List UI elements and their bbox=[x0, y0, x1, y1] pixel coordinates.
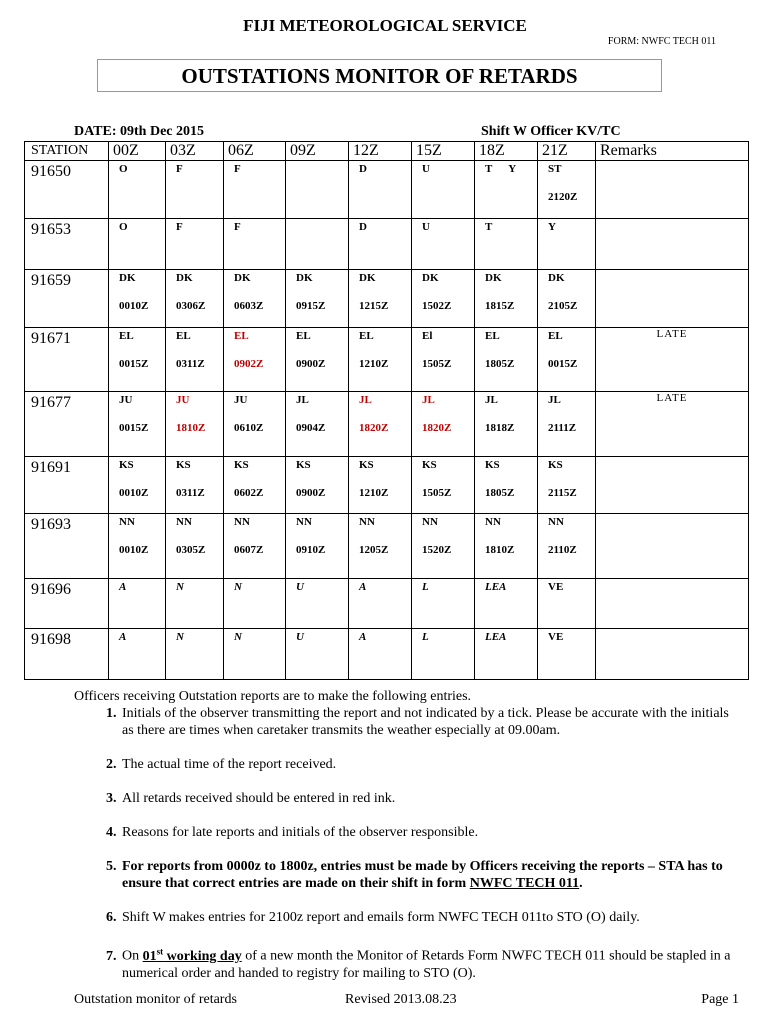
observation-cell bbox=[538, 629, 596, 680]
report-time: 0607Z bbox=[234, 544, 264, 556]
observation-cell bbox=[286, 514, 349, 579]
observation-cell bbox=[166, 629, 224, 680]
report-time: 2120Z bbox=[548, 191, 578, 203]
observation-cell bbox=[412, 161, 475, 219]
observation-cell bbox=[538, 219, 596, 270]
observer-initials: JL bbox=[548, 394, 561, 406]
report-time: 1820Z bbox=[422, 422, 452, 434]
report-time: 0311Z bbox=[176, 358, 205, 370]
footer-revision: Revised 2013.08.23 bbox=[345, 992, 457, 1007]
instruction-text-end: . bbox=[579, 876, 583, 891]
report-time: 1210Z bbox=[359, 487, 389, 499]
shift-officer-label: Shift W Officer KV/TC bbox=[481, 124, 621, 139]
observation-cell bbox=[412, 328, 475, 392]
observer-initials: F bbox=[234, 221, 241, 233]
observer-initials: U bbox=[422, 221, 430, 233]
observation-cell bbox=[349, 392, 412, 457]
observation-cell bbox=[286, 629, 349, 680]
observation-cell bbox=[224, 392, 286, 457]
observer-initials: F bbox=[176, 221, 183, 233]
instruction-item bbox=[120, 790, 734, 807]
observation-cell bbox=[224, 328, 286, 392]
observer-initials: DK bbox=[296, 272, 313, 284]
observer-initials: DK bbox=[234, 272, 251, 284]
report-time: 0305Z bbox=[176, 544, 206, 556]
observer-initials: KS bbox=[234, 459, 249, 471]
observer-initials: DK bbox=[176, 272, 193, 284]
observation-cell bbox=[475, 514, 538, 579]
document-title: OUTSTATIONS MONITOR OF RETARDS bbox=[97, 59, 662, 92]
observer-initials: NN bbox=[176, 516, 192, 528]
station-id: 91659 bbox=[25, 270, 109, 328]
observation-cell bbox=[538, 270, 596, 328]
observer-initials: A bbox=[359, 581, 367, 593]
instruction-item bbox=[120, 705, 734, 739]
observer-initials: EL bbox=[234, 330, 249, 342]
table-header-row bbox=[25, 142, 749, 161]
observation-cell bbox=[109, 328, 166, 392]
column-header: 09Z bbox=[286, 142, 349, 161]
observer-initials: F bbox=[234, 163, 241, 175]
remarks-cell bbox=[596, 219, 749, 270]
observer-initials: ST bbox=[548, 163, 562, 175]
report-time: 1505Z bbox=[422, 358, 452, 370]
observation-cell bbox=[538, 457, 596, 514]
observation-cell bbox=[349, 629, 412, 680]
observation-cell bbox=[475, 161, 538, 219]
retards-table bbox=[24, 141, 749, 680]
remarks-cell bbox=[596, 270, 749, 328]
observer-initials: N bbox=[176, 631, 184, 643]
instruction-text-rest: of a new month the Monitor of Retards Form NWFC TECH 011 should be stapled in a numerical order and handed to registry for mailing to STO (O). bbox=[122, 948, 731, 981]
ordinal-suffix: st bbox=[156, 946, 164, 956]
observation-cell bbox=[286, 457, 349, 514]
observer-initials: NN bbox=[485, 516, 501, 528]
report-time: 0602Z bbox=[234, 487, 264, 499]
table-row bbox=[25, 219, 749, 270]
observer-initials: EL bbox=[548, 330, 563, 342]
remarks-cell bbox=[596, 161, 749, 219]
instructions-intro: Officers receiving Outstation reports are to make the following entries. bbox=[74, 689, 472, 704]
instruction-item bbox=[120, 858, 734, 892]
observer-initials: NN bbox=[119, 516, 135, 528]
observation-cell bbox=[109, 161, 166, 219]
observer-initials: D bbox=[359, 163, 367, 175]
remarks-cell: LATE bbox=[596, 392, 749, 457]
column-header: Remarks bbox=[596, 142, 749, 161]
observation-cell bbox=[166, 328, 224, 392]
observer-initials: F bbox=[176, 163, 183, 175]
report-time: 1810Z bbox=[176, 422, 206, 434]
observer-initials: U bbox=[296, 631, 304, 643]
observation-cell bbox=[475, 219, 538, 270]
report-time: 1205Z bbox=[359, 544, 389, 556]
instruction-item bbox=[120, 943, 734, 982]
report-time: 1505Z bbox=[422, 487, 452, 499]
instruction-item bbox=[120, 756, 734, 773]
table-row bbox=[25, 328, 749, 392]
report-time: 0910Z bbox=[296, 544, 326, 556]
report-time: 1805Z bbox=[485, 358, 515, 370]
observation-cell bbox=[349, 161, 412, 219]
column-header: 12Z bbox=[349, 142, 412, 161]
observer-initials: KS bbox=[485, 459, 500, 471]
observation-cell bbox=[224, 270, 286, 328]
observer-initials: NN bbox=[234, 516, 250, 528]
observation-cell bbox=[166, 161, 224, 219]
observation-cell bbox=[109, 514, 166, 579]
station-id: 91677 bbox=[25, 392, 109, 457]
observer-initials: A bbox=[119, 581, 127, 593]
observer-initials: U bbox=[296, 581, 304, 593]
observer-initials: O bbox=[119, 221, 128, 233]
date-label: DATE: 09th Dec 2015 bbox=[74, 124, 205, 139]
observation-cell bbox=[475, 579, 538, 629]
observation-cell bbox=[349, 219, 412, 270]
observation-cell bbox=[166, 579, 224, 629]
column-header: 03Z bbox=[166, 142, 224, 161]
report-time: 0603Z bbox=[234, 300, 264, 312]
observer-initials: NN bbox=[359, 516, 375, 528]
instruction-text: For reports from 0000z to 1800z, entries must be made by Officers receiving the reports – STA has to ensure that correct entries are made on their shift in form bbox=[122, 859, 723, 891]
report-time: 2115Z bbox=[548, 487, 577, 499]
table-row bbox=[25, 392, 749, 457]
observer-initials: U bbox=[422, 163, 430, 175]
observer-initials: NN bbox=[422, 516, 438, 528]
observer-initials: DK bbox=[548, 272, 565, 284]
observation-cell bbox=[412, 392, 475, 457]
working-day-emphasis bbox=[142, 946, 242, 964]
report-time: 0010Z bbox=[119, 544, 149, 556]
report-time: 0306Z bbox=[176, 300, 206, 312]
instruction-text: The actual time of the report received. bbox=[122, 757, 337, 772]
table-row bbox=[25, 161, 749, 219]
station-id: 91693 bbox=[25, 514, 109, 579]
station-id: 91671 bbox=[25, 328, 109, 392]
observer-initials: N bbox=[234, 581, 242, 593]
form-reference: NWFC TECH 011 bbox=[469, 876, 580, 891]
observation-cell bbox=[412, 514, 475, 579]
observation-cell bbox=[349, 579, 412, 629]
observation-cell bbox=[538, 392, 596, 457]
observer-initials: VE bbox=[548, 581, 564, 593]
observer-initials: DK bbox=[119, 272, 136, 284]
observation-cell bbox=[412, 219, 475, 270]
report-time: 1805Z bbox=[485, 487, 515, 499]
column-header: 18Z bbox=[475, 142, 538, 161]
observation-cell bbox=[166, 514, 224, 579]
report-time: 2111Z bbox=[548, 422, 577, 434]
observation-cell bbox=[286, 328, 349, 392]
station-id: 91653 bbox=[25, 219, 109, 270]
station-id: 91696 bbox=[25, 579, 109, 629]
working-day-text: working day bbox=[163, 948, 242, 964]
observation-cell bbox=[538, 579, 596, 629]
observation-cell bbox=[286, 219, 349, 270]
observation-cell bbox=[109, 392, 166, 457]
observer-initials: L bbox=[422, 631, 429, 643]
observation-cell bbox=[349, 328, 412, 392]
observation-cell bbox=[166, 392, 224, 457]
observer-initials: DK bbox=[485, 272, 502, 284]
observation-cell bbox=[166, 457, 224, 514]
observer-initials: EL bbox=[176, 330, 191, 342]
observation-cell bbox=[538, 514, 596, 579]
observer-initials: L bbox=[422, 581, 429, 593]
footer-doc-name: Outstation monitor of retards bbox=[74, 992, 237, 1007]
observation-cell bbox=[286, 161, 349, 219]
observer-initials: DK bbox=[422, 272, 439, 284]
report-time: 0015Z bbox=[119, 422, 149, 434]
report-time: 0904Z bbox=[296, 422, 326, 434]
observer-initials: JL bbox=[485, 394, 498, 406]
station-id: 91698 bbox=[25, 629, 109, 680]
instruction-item bbox=[120, 824, 734, 841]
observation-cell bbox=[538, 161, 596, 219]
observer-initials: EL bbox=[359, 330, 374, 342]
observer-initials: VE bbox=[548, 631, 564, 643]
station-id: 91650 bbox=[25, 161, 109, 219]
remarks-cell bbox=[596, 457, 749, 514]
observation-cell bbox=[224, 514, 286, 579]
observer-initials: LEA bbox=[485, 631, 507, 643]
footer-page-number: Page 1 bbox=[701, 992, 739, 1007]
observation-cell bbox=[538, 328, 596, 392]
observer-initials: El bbox=[422, 330, 433, 342]
column-header: STATION bbox=[25, 142, 109, 161]
observation-cell bbox=[475, 392, 538, 457]
remarks-cell bbox=[596, 579, 749, 629]
report-time: 0015Z bbox=[548, 358, 578, 370]
column-header: 15Z bbox=[412, 142, 475, 161]
observation-cell bbox=[224, 579, 286, 629]
report-time: 2110Z bbox=[548, 544, 577, 556]
report-time: 0900Z bbox=[296, 487, 326, 499]
observation-cell bbox=[286, 579, 349, 629]
observation-cell bbox=[109, 219, 166, 270]
observation-cell bbox=[475, 328, 538, 392]
observation-cell bbox=[412, 457, 475, 514]
observation-cell bbox=[109, 579, 166, 629]
observer-initials: KS bbox=[296, 459, 311, 471]
observer-initials: O bbox=[119, 163, 128, 175]
instruction-text: Shift W makes entries for 2100z report and emails form NWFC TECH 011to STO (O) daily. bbox=[122, 910, 640, 925]
observation-cell bbox=[224, 457, 286, 514]
day-number: 01 bbox=[142, 948, 157, 964]
observation-cell bbox=[109, 457, 166, 514]
observer-initials: D bbox=[359, 221, 367, 233]
observation-cell bbox=[475, 629, 538, 680]
observer-initials: N bbox=[176, 581, 184, 593]
column-header: 21Z bbox=[538, 142, 596, 161]
report-time: 0900Z bbox=[296, 358, 326, 370]
observer-initials: T bbox=[485, 221, 493, 233]
remarks-cell: LATE bbox=[596, 328, 749, 392]
observation-cell bbox=[166, 270, 224, 328]
observer-initials: JL bbox=[296, 394, 309, 406]
instructions bbox=[74, 688, 734, 999]
report-time: 0010Z bbox=[119, 487, 149, 499]
observer-initials: EL bbox=[296, 330, 311, 342]
observer-initials: T Y bbox=[485, 163, 517, 175]
report-time: 0015Z bbox=[119, 358, 149, 370]
table-row bbox=[25, 457, 749, 514]
observation-cell bbox=[166, 219, 224, 270]
observation-cell bbox=[224, 161, 286, 219]
observer-initials: JU bbox=[234, 394, 248, 406]
remarks-cell bbox=[596, 629, 749, 680]
observer-initials: LEA bbox=[485, 581, 507, 593]
table-row bbox=[25, 514, 749, 579]
observer-initials: N bbox=[234, 631, 242, 643]
observer-initials: KS bbox=[422, 459, 437, 471]
instruction-text: Initials of the observer transmitting the report and not indicated by a tick. Please be accurate with the initials as there are times when caretaker transmits the weather especially at 09.00am. bbox=[122, 706, 729, 738]
column-header: 00Z bbox=[109, 142, 166, 161]
report-time: 0902Z bbox=[234, 358, 264, 370]
report-time: 0311Z bbox=[176, 487, 205, 499]
report-time: 1520Z bbox=[422, 544, 452, 556]
observer-initials: JL bbox=[422, 394, 435, 406]
observation-cell bbox=[412, 629, 475, 680]
report-time: 2105Z bbox=[548, 300, 578, 312]
table-row bbox=[25, 270, 749, 328]
instruction-text: All retards received should be entered in red ink. bbox=[122, 791, 396, 806]
column-header: 06Z bbox=[224, 142, 286, 161]
report-time: 1820Z bbox=[359, 422, 389, 434]
report-time: 0010Z bbox=[119, 300, 149, 312]
observation-cell bbox=[224, 219, 286, 270]
observer-initials: DK bbox=[359, 272, 376, 284]
report-time: 0915Z bbox=[296, 300, 326, 312]
observer-initials: NN bbox=[296, 516, 312, 528]
observation-cell bbox=[412, 270, 475, 328]
report-time: 1815Z bbox=[485, 300, 515, 312]
organization-title: FIJI METEOROLOGICAL SERVICE bbox=[243, 16, 527, 35]
observer-initials: EL bbox=[119, 330, 134, 342]
observation-cell bbox=[412, 579, 475, 629]
form-number: FORM: NWFC TECH 011 bbox=[607, 36, 716, 47]
table-row bbox=[25, 629, 749, 680]
observer-initials: Y bbox=[548, 221, 556, 233]
observer-initials: A bbox=[119, 631, 127, 643]
observation-cell bbox=[349, 270, 412, 328]
observer-initials: KS bbox=[176, 459, 191, 471]
observer-initials: KS bbox=[548, 459, 563, 471]
instruction-text: On bbox=[122, 948, 143, 964]
report-time: 1215Z bbox=[359, 300, 389, 312]
observation-cell bbox=[109, 629, 166, 680]
observation-cell bbox=[286, 270, 349, 328]
observer-initials: KS bbox=[119, 459, 134, 471]
observation-cell bbox=[349, 457, 412, 514]
observer-initials: KS bbox=[359, 459, 374, 471]
observer-initials: JU bbox=[176, 394, 190, 406]
observer-initials: A bbox=[359, 631, 367, 643]
observer-initials: NN bbox=[548, 516, 564, 528]
station-id: 91691 bbox=[25, 457, 109, 514]
observer-initials: JU bbox=[119, 394, 133, 406]
observation-cell bbox=[224, 629, 286, 680]
report-time: 0610Z bbox=[234, 422, 264, 434]
report-time: 1810Z bbox=[485, 544, 515, 556]
observer-initials: JL bbox=[359, 394, 372, 406]
instructions-list bbox=[74, 705, 734, 982]
observation-cell bbox=[109, 270, 166, 328]
observation-cell bbox=[286, 392, 349, 457]
observation-cell bbox=[475, 457, 538, 514]
observation-cell bbox=[475, 270, 538, 328]
observation-cell bbox=[349, 514, 412, 579]
report-time: 1210Z bbox=[359, 358, 389, 370]
report-time: 1818Z bbox=[485, 422, 515, 434]
remarks-cell bbox=[596, 514, 749, 579]
instruction-item bbox=[120, 909, 734, 926]
observer-initials: EL bbox=[485, 330, 500, 342]
report-time: 1502Z bbox=[422, 300, 452, 312]
table-row bbox=[25, 579, 749, 629]
instruction-text: Reasons for late reports and initials of the observer responsible. bbox=[122, 825, 479, 840]
